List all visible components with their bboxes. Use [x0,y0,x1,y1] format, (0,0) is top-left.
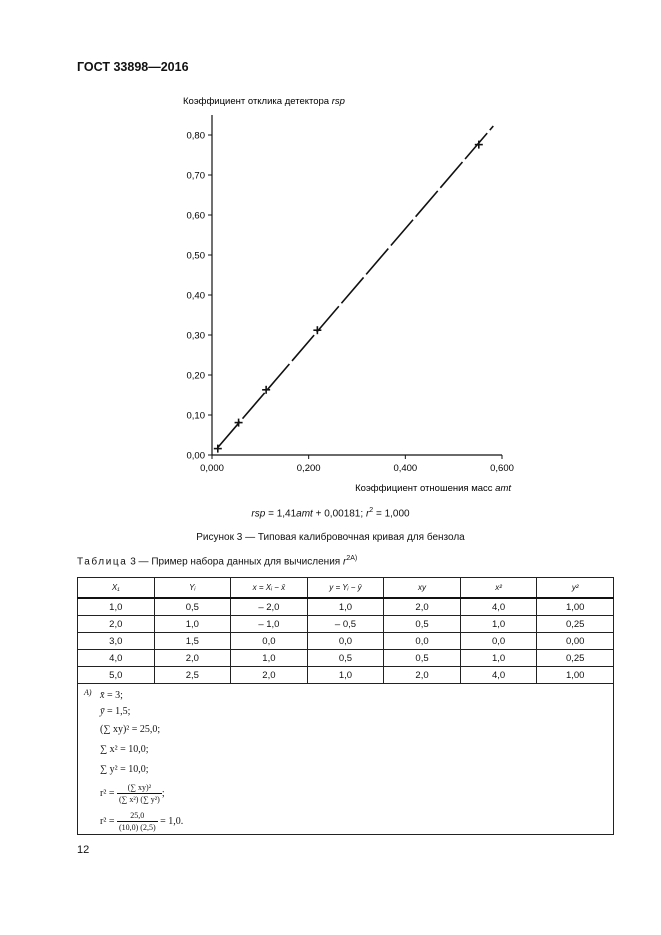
eq-tail: + 0,00181; [312,508,366,520]
y-tick-label: 0,10 [186,410,205,422]
table-caption [77,555,357,567]
table-cell: 0,0 [231,633,308,650]
header-cell: x = Xᵢ − x̄ [231,578,308,599]
table-cell: 1,0 [460,616,537,633]
header-cell: Yᵢ [154,578,231,599]
table-cell: 4,0 [460,598,537,616]
data-table [77,577,614,835]
table-cell: 0,00 [537,633,614,650]
y-tick-label: 0,80 [186,130,205,142]
fit-line [218,126,494,447]
header-cell: xy [384,578,461,599]
y-tick-label: 0,50 [186,250,205,262]
table-cell: 0,5 [154,598,231,616]
table-cell: 1,0 [231,650,308,667]
x-axis-label: Коэффициент отношения масс amt [355,483,511,494]
footnote-marker: А) [84,688,92,697]
x-tick-label: 0,000 [200,463,224,474]
table-caption-sup: 2А) [346,555,358,562]
y-tick-label: 0,70 [186,170,205,182]
footnote-line-4: ∑ x² = 10,0; [100,744,149,755]
table-cell: 0,5 [384,616,461,633]
table-cell: 3,0 [78,633,155,650]
y-tick-label: 0,20 [186,370,205,382]
table-cell: 0,5 [307,650,384,667]
table-cell: 0,0 [460,633,537,650]
header-cell: y = Yᵢ − ȳ [307,578,384,599]
fit-line-group [218,126,494,447]
table-cell: 2,0 [154,650,231,667]
regression-equation [0,507,661,519]
header-cell: y² [537,578,614,599]
figure-caption: Рисунок 3 — Типовая калибровочная кривая для бензола [196,532,465,543]
table-cell: 1,0 [460,650,537,667]
table-row [78,616,614,633]
table-cell: 4,0 [460,667,537,684]
footnote-line-3: (∑ xy)² = 25,0; [100,724,161,735]
table-row [78,598,614,616]
table-cell: 0,25 [537,616,614,633]
eq-amt: amt [296,508,313,520]
header-cell: x² [460,578,537,599]
eq-end: = 1,000 [373,508,410,520]
y-tick-label: 0,00 [186,450,205,462]
table-cell: 2,0 [78,616,155,633]
y-axis-label: Коэффициент отклика детектора rsp [183,96,345,107]
x-tick-label: 0,200 [296,463,321,474]
table-cell: 1,0 [154,616,231,633]
footnote-line-1: x̄ = 3; [100,690,123,701]
table-cell: 0,0 [384,633,461,650]
table-cell: – 2,0 [231,598,308,616]
eq-mid: = 1,41 [265,508,297,520]
footnote-line-2: ȳ = 1,5; [100,706,131,717]
table-cell: 0,25 [537,650,614,667]
table-cell: 2,0 [231,667,308,684]
table-cell: 1,00 [537,598,614,616]
table-cell: 0,0 [307,633,384,650]
table-caption-text: 3 — Пример набора данных для вычисления [127,556,343,568]
footnote-line-6: r² = $\frac{\text{(∑ xy)²}}{\text{(∑ x²) (∑ y²)}}$ ; [100,783,165,804]
header-cell: X₁ [78,578,155,599]
table-caption-r: r [342,556,347,568]
table-cell: 1,0 [307,667,384,684]
table-cell: 1,5 [154,633,231,650]
footnote-line-7: r² = $\frac{25,0}{(10,0) (2,5)}$ = 1,0. [100,811,184,832]
table-cell: 2,0 [384,667,461,684]
table-header-row [78,578,614,599]
eq-r: r [365,508,370,520]
table-cell: 1,00 [537,667,614,684]
data-point [214,445,222,453]
table-cell: 1,0 [78,598,155,616]
x-axis-ticks [200,455,514,474]
table-cell: 1,0 [307,598,384,616]
table-cell: 0,5 [384,650,461,667]
eq-sup: 2 [369,507,374,514]
page-number: 12 [77,844,90,856]
document-header: ГОСТ 33898—2016 [77,60,189,74]
x-tick-label: 0,600 [490,463,514,474]
footnote-line-5: ∑ y² = 10,0; [100,764,149,775]
table-row [78,650,614,667]
table-cell: 2,0 [384,598,461,616]
y-tick-label: 0,40 [186,290,205,302]
table-footnote [78,684,614,835]
table-caption-word: Таблица [77,556,128,568]
table-cell: 4,0 [78,650,155,667]
table-row [78,667,614,684]
x-tick-label: 0,400 [393,463,418,474]
y-axis-ticks [187,131,213,462]
table-cell: 5,0 [78,667,155,684]
y-tick-label: 0,60 [186,210,205,222]
table-row [78,633,614,650]
y-tick-label: 0,30 [186,330,205,342]
table-cell: – 1,0 [231,616,308,633]
table-cell: – 0,5 [307,616,384,633]
eq-rsp: rsp [251,508,266,520]
table-cell: 2,5 [154,667,231,684]
